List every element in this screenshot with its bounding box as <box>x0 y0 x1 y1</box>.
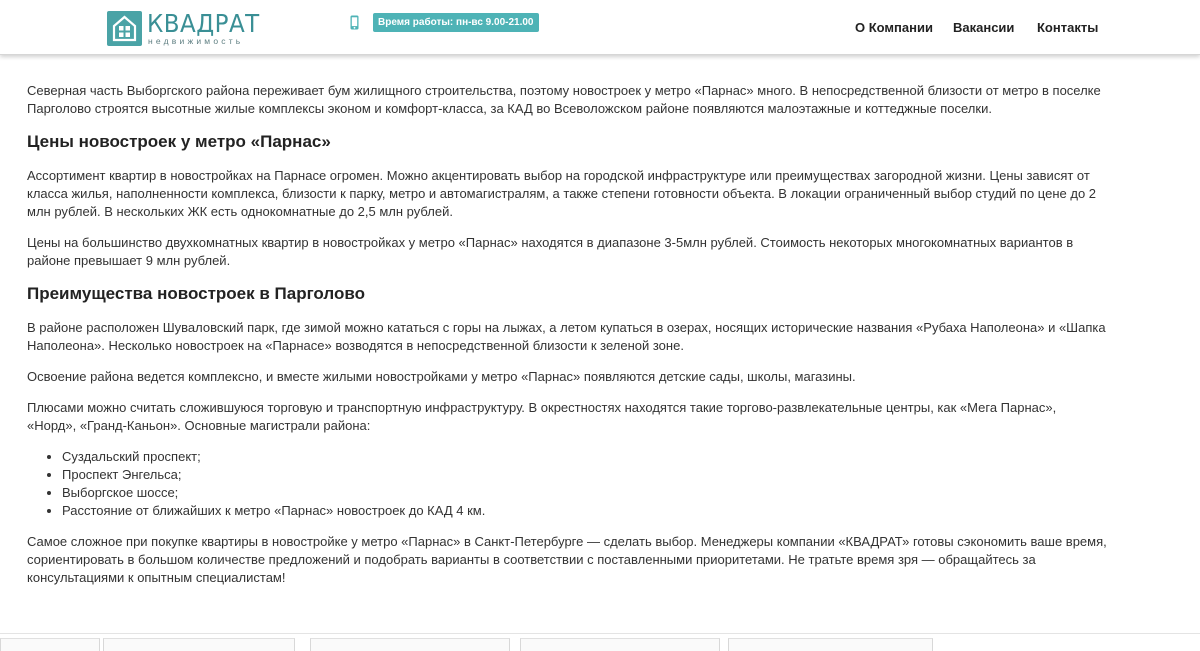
bottom-cards-strip <box>0 633 1200 650</box>
working-hours-badge: Время работы: пн-вс 9.00-21.00 <box>373 13 539 32</box>
bottom-card[interactable] <box>310 638 510 651</box>
phone-icon[interactable] <box>350 15 359 35</box>
nav-about-company[interactable]: О Компании <box>855 20 933 35</box>
house-logo-icon <box>107 11 142 46</box>
advantages-paragraph-3: Плюсами можно считать сложившуюся торговую и транспортную инфраструктуру. В окрестностях находятся такие торгово-развлекательные центры, как «Мега Парнас», «Норд», «Гранд-Каньон». Основные магистрали района: <box>27 400 1057 433</box>
nav-contacts[interactable]: Контакты <box>1037 20 1099 35</box>
site-header <box>0 0 1200 55</box>
highways-list <box>62 448 1107 520</box>
logo-text <box>147 8 269 46</box>
closing-paragraph: Самое сложное при покупке квартиры в новостройке у метро «Парнас» в Санкт-Петербурге — сделать выбор. Менеджеры компании «КВАДРАТ» готовы сэкономить ваше время, сориентировать в большом количестве предложений и подобрать варианты в соответствии с поставленными приоритетами. Не тратьте время зря — обращайтесь за консультациями к опытным специалистам! <box>27 534 1107 585</box>
logo-subtitle: недвижимость <box>148 35 244 46</box>
bottom-card[interactable] <box>728 638 933 651</box>
logo-name: КВАДРАТ <box>147 8 260 38</box>
list-item: • Выборгское шоссе; <box>62 484 1107 502</box>
intro-paragraph: Северная часть Выборгского района переживает бум жилищного строительства, поэтому новостроек у метро «Парнас» много. В непосредственной близости от метро в поселке Парголово строятся высотные жилые комплексы эконом и комфорт-класса, за КАД во Всеволожском районе появляются малоэтажные и коттеджные поселки. <box>27 83 1101 116</box>
nav-vacancies[interactable]: Вакансии <box>953 20 1015 35</box>
prices-heading: Цены новостроек у метро «Парнас» <box>27 132 331 151</box>
list-item: • Суздальский проспект; <box>62 448 1107 466</box>
prices-paragraph-1: Ассортимент квартир в новостройках на Парнасе огромен. Можно акцентировать выбор на городской инфраструктуре или преимуществах загородной жизни. Цены зависят от класса жилья, наполненности комплекса, близости к парку, метро и автомагистралям, а также степени готовности объекта. В локации ограниченный выбор студий по цене до 2 млн рублей. В нескольких ЖК есть однокомнатные до 2,5 млн рублей. <box>27 168 1097 219</box>
bottom-card[interactable] <box>0 638 100 651</box>
bottom-card[interactable] <box>103 638 295 651</box>
article-content <box>27 82 1107 600</box>
prices-paragraph-2: Цены на большинство двухкомнатных квартир в новостройках у метро «Парнас» находятся в диапазоне 3-5млн рублей. Стоимость некоторых многокомнатных вариантов в районе превышает 9 млн рублей. <box>27 235 1074 268</box>
advantages-paragraph-2: Освоение района ведется комплексно, и вместе жилыми новостройками у метро «Парнас» появляются детские сады, школы, магазины. <box>27 369 856 384</box>
advantages-paragraph-1: В районе расположен Шуваловский парк, где зимой можно кататься с горы на лыжах, а летом купаться в озерах, носящих исторические названия «Рубаха Наполеона» и «Шапка Наполеона». Несколько новостроек на «Парнасе» возводятся в непосредственной близости к зеленой зоне. <box>27 320 1106 353</box>
advantages-heading: Преимущества новостроек в Парголово <box>27 284 365 303</box>
site-logo[interactable] <box>107 10 269 46</box>
bottom-card[interactable] <box>520 638 720 651</box>
list-item: • Расстояние от ближайших к метро «Парнас» новостроек до КАД 4 км. <box>62 502 1107 520</box>
list-item: • Проспект Энгельса; <box>62 466 1107 484</box>
